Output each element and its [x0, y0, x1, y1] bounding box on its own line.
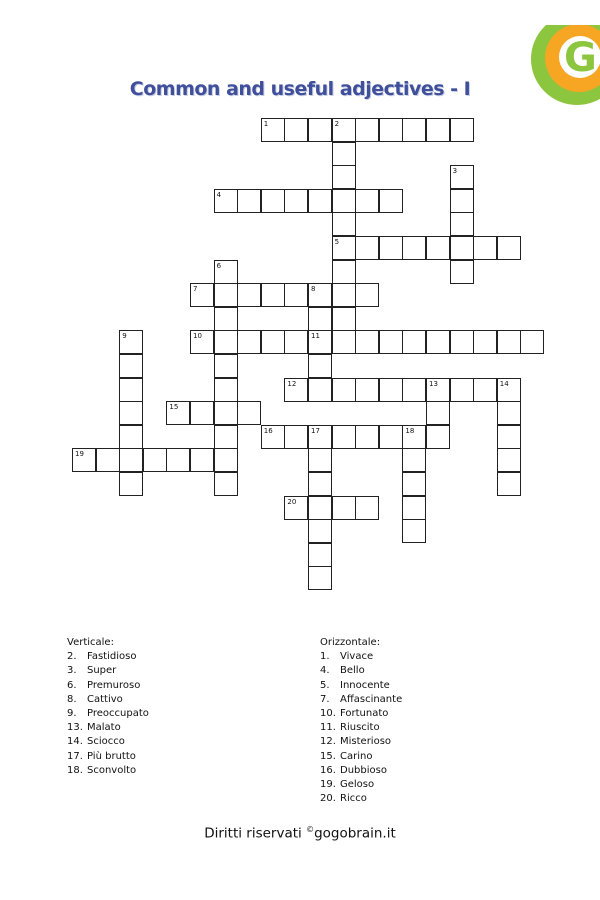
- crossword-cell[interactable]: [332, 212, 356, 236]
- crossword-cell[interactable]: [284, 330, 308, 354]
- clue-number-4: 4: [216, 190, 222, 199]
- clue-number-12: 12: [287, 379, 297, 388]
- crossword-cell[interactable]: [402, 118, 426, 142]
- clue-number-9: 9: [122, 332, 127, 341]
- crossword-cell[interactable]: [379, 236, 403, 260]
- logo-letter: G: [564, 35, 597, 81]
- crossword-cell[interactable]: [261, 283, 285, 307]
- crossword-cell[interactable]: [237, 189, 261, 213]
- page-title: Common and useful adjectives - I: [129, 78, 471, 100]
- crossword-cell[interactable]: [284, 189, 308, 213]
- crossword-cell[interactable]: [497, 448, 521, 472]
- clue-number-1: 1: [263, 120, 269, 128]
- crossword-cell[interactable]: [497, 425, 521, 449]
- crossword-cell[interactable]: [426, 425, 450, 449]
- crossword-cell[interactable]: [332, 425, 356, 449]
- clue-item: 2. Fastidioso: [67, 651, 137, 663]
- crossword-cell[interactable]: [402, 236, 426, 260]
- crossword-cell[interactable]: [308, 189, 332, 213]
- crossword-cell[interactable]: [355, 330, 379, 354]
- crossword-cell[interactable]: [355, 283, 379, 307]
- crossword-cell[interactable]: [402, 330, 426, 354]
- footer-site: gogobrain.it: [314, 825, 396, 842]
- crossword-cell[interactable]: [332, 496, 356, 520]
- clue-number-2: 2: [334, 120, 340, 128]
- crossword-cell[interactable]: [214, 448, 238, 472]
- crossword-cell[interactable]: [355, 496, 379, 520]
- crossword-cell[interactable]: [237, 283, 261, 307]
- crossword-cell[interactable]: [426, 401, 450, 425]
- crossword-cell[interactable]: [379, 425, 403, 449]
- copyright-symbol: ©: [306, 825, 315, 834]
- clue-item: 20. Ricco: [320, 793, 367, 805]
- crossword-cell[interactable]: [450, 330, 474, 354]
- crossword-cell[interactable]: [261, 189, 285, 213]
- crossword-cell[interactable]: [379, 189, 403, 213]
- crossword-cell[interactable]: [379, 330, 403, 354]
- crossword-cell[interactable]: [355, 189, 379, 213]
- crossword-cell[interactable]: [450, 212, 474, 236]
- crossword-cell[interactable]: [355, 425, 379, 449]
- clue-number-13: 13: [429, 379, 438, 388]
- clue-number-19: 19: [75, 450, 84, 459]
- clue-number-18: 18: [405, 426, 415, 435]
- crossword-cell[interactable]: [237, 401, 261, 425]
- crossword-cell[interactable]: [284, 425, 308, 449]
- crossword-cell[interactable]: [402, 378, 426, 402]
- clue-number-16: 16: [263, 426, 273, 435]
- clue-item: 10. Fortunato: [320, 708, 389, 720]
- crossword-cell[interactable]: [332, 142, 356, 166]
- clue-number-20: 20: [287, 497, 297, 506]
- crossword-cell[interactable]: [214, 330, 238, 354]
- clue-number-6: 6: [216, 261, 222, 270]
- clue-number-10: 10: [193, 332, 202, 341]
- crossword-cell[interactable]: [332, 330, 356, 354]
- clue-number-17: 17: [311, 426, 320, 435]
- down-clues: [67, 636, 149, 778]
- crossword-cell[interactable]: [379, 378, 403, 402]
- crossword-cell[interactable]: [214, 472, 238, 496]
- crossword-cell[interactable]: [119, 425, 143, 449]
- clue-number-5: 5: [334, 238, 340, 246]
- clue-number-8: 8: [311, 285, 316, 294]
- clue-item: 4. Bello: [320, 665, 365, 677]
- clue-number-7: 7: [193, 285, 198, 294]
- clue-number-3: 3: [452, 167, 458, 176]
- crossword-cell[interactable]: [426, 330, 450, 354]
- crossword-cell[interactable]: [450, 260, 474, 284]
- clue-item: 19. Geloso: [320, 779, 375, 791]
- crossword-cell[interactable]: [426, 236, 450, 260]
- crossword-cell[interactable]: [143, 448, 167, 472]
- crossword-cell[interactable]: [332, 260, 356, 284]
- clue-item: 12. Misterioso: [320, 736, 392, 748]
- crossword-cell[interactable]: [237, 330, 261, 354]
- clue-number-11: 11: [311, 332, 320, 341]
- crossword-cell[interactable]: [96, 448, 120, 472]
- crossword-cell[interactable]: [308, 448, 332, 472]
- clue-item: 6. Premuroso: [67, 679, 141, 691]
- clue-item: 5. Innocente: [320, 679, 390, 691]
- crossword-cell[interactable]: [308, 519, 332, 543]
- clue-item: 17. Più brutto: [67, 750, 136, 762]
- crossword-cell[interactable]: [402, 496, 426, 520]
- crossword-cell[interactable]: [214, 401, 238, 425]
- across-heading: Orizzontale:: [320, 637, 381, 648]
- crossword-cell[interactable]: [308, 354, 332, 378]
- crossword-cell[interactable]: [261, 330, 285, 354]
- crossword-cell[interactable]: [497, 472, 521, 496]
- clue-item: 3. Super: [67, 665, 117, 677]
- crossword-cell[interactable]: [426, 118, 450, 142]
- crossword-cell[interactable]: [119, 448, 143, 472]
- crossword-cell[interactable]: [119, 401, 143, 425]
- crossword-cell[interactable]: [497, 330, 521, 354]
- clue-item: 11. Riuscito: [320, 722, 380, 734]
- clue-number-14: 14: [499, 379, 509, 388]
- crossword-cell[interactable]: [308, 118, 332, 142]
- clue-item: 14. Sciocco: [67, 736, 125, 748]
- crossword-cell[interactable]: [119, 472, 143, 496]
- crossword-cell[interactable]: [332, 283, 356, 307]
- crossword-cell[interactable]: [214, 378, 238, 402]
- clue-item: 18. Sconvolto: [67, 764, 137, 776]
- clue-item: 16. Dubbioso: [320, 764, 387, 776]
- crossword-cell[interactable]: [450, 118, 474, 142]
- crossword-cell[interactable]: [308, 472, 332, 496]
- crossword-cell[interactable]: [497, 401, 521, 425]
- crossword-cell[interactable]: [332, 307, 356, 331]
- crossword-cell[interactable]: [450, 378, 474, 402]
- crossword-cell[interactable]: [450, 236, 474, 260]
- crossword-cell[interactable]: [284, 118, 308, 142]
- crossword-cell[interactable]: [308, 378, 332, 402]
- crossword-cell[interactable]: [402, 519, 426, 543]
- crossword-cell[interactable]: [190, 448, 214, 472]
- crossword-cell[interactable]: [402, 472, 426, 496]
- crossword-cell[interactable]: [308, 543, 332, 567]
- crossword-cell[interactable]: [355, 118, 379, 142]
- crossword-cell[interactable]: [308, 566, 332, 590]
- clue-item: 1. Vivace: [320, 651, 374, 663]
- clue-item: 13. Malato: [67, 722, 121, 734]
- across-clues: [320, 636, 402, 806]
- crossword-cell[interactable]: [214, 425, 238, 449]
- crossword-cell[interactable]: [355, 236, 379, 260]
- crossword-cell[interactable]: [214, 307, 238, 331]
- clue-item: 8. Cattivo: [67, 693, 123, 705]
- crossword-cell[interactable]: [119, 354, 143, 378]
- crossword-cell[interactable]: [379, 118, 403, 142]
- crossword-cell[interactable]: [190, 401, 214, 425]
- crossword-cell[interactable]: [450, 189, 474, 213]
- crossword-cell[interactable]: [473, 236, 497, 260]
- crossword-cell[interactable]: [473, 330, 497, 354]
- crossword-cell[interactable]: [473, 378, 497, 402]
- crossword-cell[interactable]: [166, 448, 190, 472]
- crossword-cell[interactable]: [332, 189, 356, 213]
- crossword-cell[interactable]: [214, 283, 238, 307]
- crossword-cell[interactable]: [119, 378, 143, 402]
- footer-prefix: Diritti riservati: [204, 825, 307, 842]
- crossword-cell[interactable]: [332, 378, 356, 402]
- clue-number-15: 15: [169, 403, 179, 412]
- crossword-cell[interactable]: [520, 330, 544, 354]
- clue-item: 15. Carino: [320, 750, 373, 762]
- crossword-cell[interactable]: [284, 283, 308, 307]
- clue-item: 9. Preoccupato: [67, 708, 149, 720]
- crossword-cell[interactable]: [355, 378, 379, 402]
- crossword-cell[interactable]: [308, 496, 332, 520]
- footer: [0, 825, 600, 842]
- crossword-cell[interactable]: [332, 165, 356, 189]
- crossword-cell[interactable]: [214, 354, 238, 378]
- down-heading: Verticale:: [67, 637, 114, 648]
- crossword-cell[interactable]: [402, 448, 426, 472]
- crossword-cell[interactable]: [308, 307, 332, 331]
- crossword-cell[interactable]: [497, 236, 521, 260]
- clue-item: 7. Affascinante: [320, 693, 403, 705]
